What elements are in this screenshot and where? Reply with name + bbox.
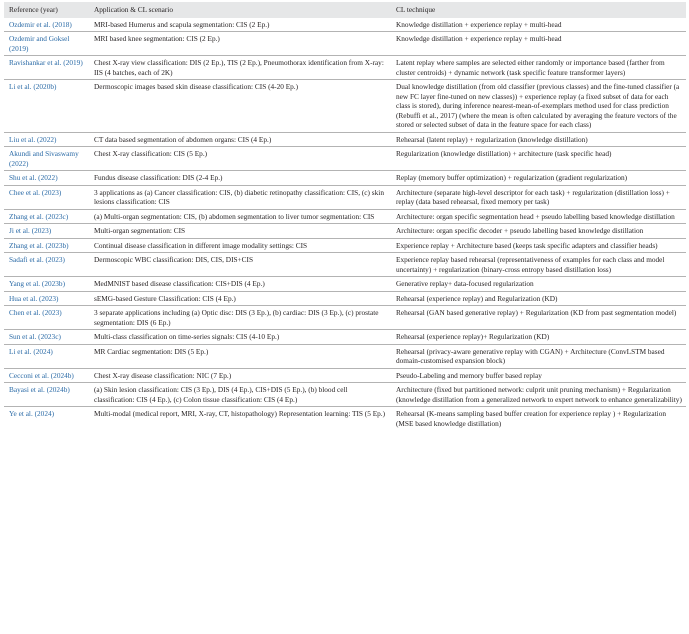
- application-cell: Chest X-ray disease classification: NIC (7 Ep.): [89, 368, 391, 382]
- technique-cell: Rehearsal (privacy-aware generative replay with CGAN) + Architecture (ConvLSTM based domain-customised expansion block): [391, 344, 686, 368]
- technique-cell: Latent replay where samples are selected either randomly or importance based (farther from cluster centroids) + dynamic network (task specific feature transformer layers): [391, 56, 686, 80]
- technique-cell: Rehearsal (latent replay) + regularization (knowledge distillation): [391, 132, 686, 146]
- reference-cell[interactable]: Cecconi et al. (2024b): [4, 368, 89, 382]
- technique-cell: Architecture (fixed but partitioned network: culprit unit pruning mechanism) + Regularization (knowledge distillation from a generalized network to expert network to enhance generalizability): [391, 383, 686, 407]
- table-row: [4, 330, 686, 344]
- technique-cell: Architecture: organ specific segmentation head + pseudo labelling based knowledge distillation: [391, 209, 686, 223]
- technique-cell: Knowledge distillation + experience replay + multi-head: [391, 32, 686, 56]
- application-cell: MRI-based Humerus and scapula segmentation: CIS (2 Ep.): [94, 20, 270, 29]
- technique-cell: Pseudo-Labeling and memory buffer based replay: [391, 368, 686, 382]
- technique-cell: Rehearsal (GAN based generative replay) + Regularization (KD from past segmentation model): [391, 306, 686, 330]
- table-row: [4, 368, 686, 382]
- table-row: [4, 253, 686, 277]
- application-cell: 3 applications as (a) Cancer classification: CIS, (b) diabetic retinopathy classification: CIS, (c) skin lesions classification: CIS: [89, 185, 391, 209]
- literature-table: [4, 2, 686, 430]
- application-cell: Dermoscopic WBC classification: DIS, CIS, DIS+CIS: [89, 253, 391, 277]
- application-cell: sEMG-based Gesture Classification: CIS (4 Ep.): [89, 291, 391, 305]
- header-application: Application & CL scenario: [89, 2, 391, 18]
- reference-cell[interactable]: Ji et al. (2023): [4, 224, 89, 238]
- technique-cell: Regularization (knowledge distillation) + architecture (task specific head): [391, 147, 686, 171]
- table-row: [4, 171, 686, 185]
- reference-cell[interactable]: Chen et al. (2023): [4, 306, 89, 330]
- application-cell: Multi-class classification on time-series signals: CIS (4-10 Ep.): [89, 330, 391, 344]
- application-cell: Multi-modal (medical report, MRI, X-ray, CT, histopathology) Representation learning: TIS (5 Ep.): [89, 407, 391, 430]
- reference-cell[interactable]: Li et al. (2024): [4, 344, 89, 368]
- application-cell: Chest X-ray classification: CIS (5 Ep.): [89, 147, 391, 171]
- application-cell: Continual disease classification in different image modality settings: CIS: [89, 238, 391, 252]
- technique-cell: Rehearsal (experience replay)+ Regularization (KD): [391, 330, 686, 344]
- table-row: [4, 344, 686, 368]
- reference-cell[interactable]: Ravishankar et al. (2019): [4, 56, 89, 80]
- table-row: [4, 291, 686, 305]
- table-row: [4, 18, 686, 32]
- application-cell: Multi-organ segmentation: CIS: [89, 224, 391, 238]
- application-cell: MR Cardiac segmentation: DIS (5 Ep.): [89, 344, 391, 368]
- reference-cell[interactable]: Hua et al. (2023): [4, 291, 89, 305]
- reference-cell[interactable]: Ye et al. (2024): [4, 407, 89, 430]
- technique-cell: Rehearsal (K-means sampling based buffer creation for experience replay ) + Regularization (MSE based knowledge distillation): [391, 407, 686, 430]
- reference-cell[interactable]: Li et al. (2020b): [4, 80, 89, 132]
- technique-cell: Replay (memory buffer optimization) + regularization (gradient regularization): [391, 171, 686, 185]
- table-row: [4, 32, 686, 56]
- table-row: [4, 277, 686, 291]
- table-row: [4, 80, 686, 132]
- application-cell: Dermoscopic images based skin disease classification: CIS (4-20 Ep.): [89, 80, 391, 132]
- application-cell: 3 separate applications including (a) Optic disc: DIS (3 Ep.), (b) cardiac: DIS (3 Ep.), (c) prostate segmentation: DIS (6 Ep.): [89, 306, 391, 330]
- table-row: [4, 224, 686, 238]
- table-row: [4, 132, 686, 146]
- reference-cell[interactable]: Akundi and Sivaswamy (2022): [4, 147, 89, 171]
- application-cell: CT data based segmentation of abdomen organs: CIS (4 Ep.): [89, 132, 391, 146]
- header-reference: Reference (year): [4, 2, 89, 18]
- application-cell: (a) Skin lesion classification: CIS (3 Ep.), DIS (4 Ep.), CIS+DIS (5 Ep.), (b) blood cell classification: CIS (4 Ep.), (c) Colon tissue classification: CIS (4 Ep.): [89, 383, 391, 407]
- application-cell: Chest X-ray view classification: DIS (2 Ep.), TIS (2 Ep.), Pneumothorax identification from X-ray: IIS (4 batches, each of 2K): [89, 56, 391, 80]
- table-body: [4, 18, 686, 430]
- table-row: [4, 238, 686, 252]
- table-row: [4, 56, 686, 80]
- reference-cell[interactable]: Sun et al. (2023c): [4, 330, 89, 344]
- technique-cell: Experience replay based rehearsal (representativeness of examples for each class and model uncertainty) + regularization (binary-cross entropy based distillation loss): [391, 253, 686, 277]
- reference-cell[interactable]: Shu et al. (2022): [4, 171, 89, 185]
- technique-cell: Experience replay + Architecture based (keeps task specific adapters and classifier heads): [391, 238, 686, 252]
- application-cell: MedMNIST based disease classification: CIS+DIS (4 Ep.): [89, 277, 391, 291]
- table-row: [4, 407, 686, 430]
- reference-cell[interactable]: Bayasi et al. (2024b): [4, 383, 89, 407]
- reference-cell[interactable]: Zhang et al. (2023b): [4, 238, 89, 252]
- table-header-row: [4, 2, 686, 18]
- header-technique: CL technique: [391, 2, 686, 18]
- reference-cell[interactable]: Sadafi et al. (2023): [4, 253, 89, 277]
- technique-cell: Architecture: organ specific decoder + pseudo labelling based knowledge distillation: [391, 224, 686, 238]
- table-row: [4, 185, 686, 209]
- table-row: [4, 209, 686, 223]
- table-row: [4, 147, 686, 171]
- reference-cell[interactable]: Chee et al. (2023): [4, 185, 89, 209]
- technique-cell: Rehearsal (experience replay) and Regularization (KD): [391, 291, 686, 305]
- application-cell: (a) Multi-organ segmentation: CIS, (b) abdomen segmentation to liver tumor segmentation: CIS: [89, 209, 391, 223]
- table-row: [4, 383, 686, 407]
- reference-cell[interactable]: Ozdemir and Goksel (2019): [4, 32, 89, 56]
- technique-cell: Architecture (separate high-level descriptor for each task) + regularization (distillation loss) + replay (data based rehearsal, fixed memory per task): [391, 185, 686, 209]
- application-cell: Fundus disease classification: DIS (2-4 Ep.): [89, 171, 391, 185]
- table-row: [4, 306, 686, 330]
- reference-cell[interactable]: Yang et al. (2023b): [4, 277, 89, 291]
- technique-cell: Knowledge distillation + experience replay + multi-head: [396, 20, 562, 29]
- reference-cell[interactable]: Liu et al. (2022): [4, 132, 89, 146]
- technique-cell: Generative replay+ data-focused regularization: [391, 277, 686, 291]
- application-cell: MRI based knee segmentation: CIS (2 Ep.): [89, 32, 391, 56]
- technique-cell: Dual knowledge distillation (from old classifier (previous classes) and the fine-tuned classifier (a new FC layer fine-tuned on new classes)) + experience replay (a fixed subset of data for each class is stored), during inference nearest-mean-of-exemplars method used for class prediction (Rebuffi et al., 2017) (where the mean is often calculated by averaging the feature vectors of the stored or selected subset of data in the feature space for each class): [391, 80, 686, 132]
- reference-cell[interactable]: Ozdemir et al. (2018): [9, 20, 72, 29]
- reference-cell[interactable]: Zhang et al. (2023c): [4, 209, 89, 223]
